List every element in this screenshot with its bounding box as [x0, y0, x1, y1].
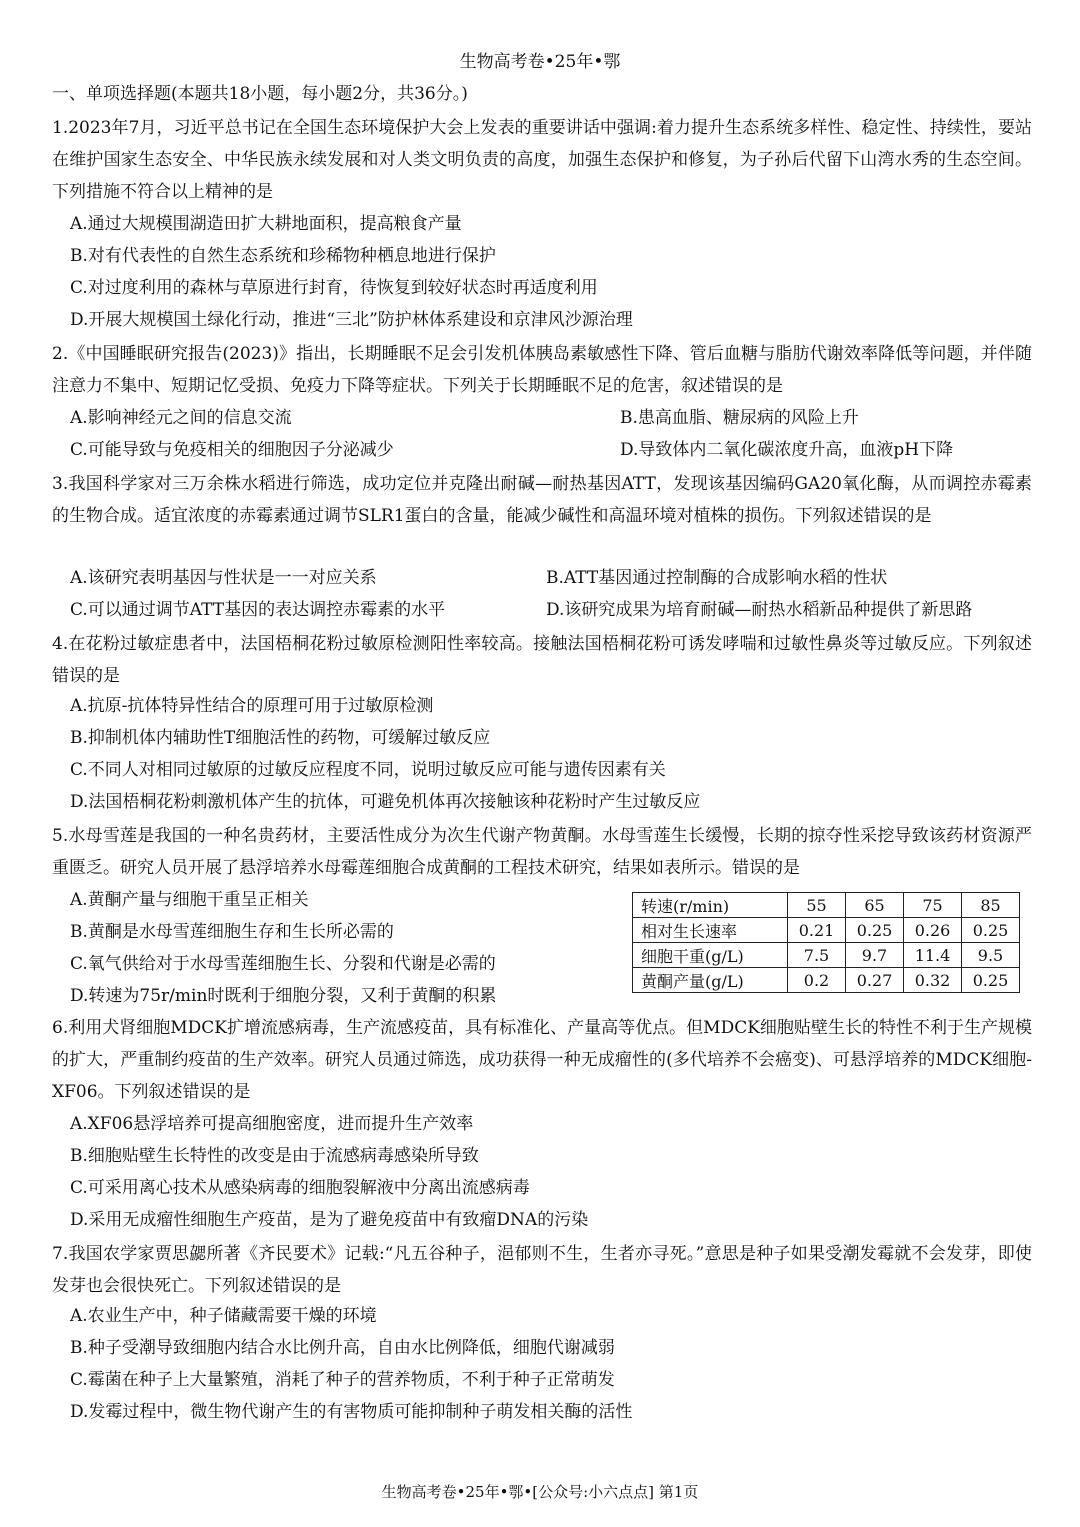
table-cell: 85 [962, 893, 1020, 918]
table-cell: 55 [788, 893, 846, 918]
question-1-option-b: B.对有代表性的自然生态系统和珍稀物种栖息地进行保护 [70, 246, 496, 266]
question-7-stem: 7.我国农学家贾思勰所著《齐民要术》记载:“凡五谷种子，浥郁则不生，生者亦寻死。”意思是种子如果受潮发霉就不会发芽，即使发芽也会很快死亡。下列叙述错误的是 [52, 1244, 1032, 1296]
table-row [633, 893, 1020, 918]
table-cell: 65 [846, 893, 904, 918]
table-cell: 0.32 [904, 968, 962, 993]
question-7-option-a: A.农业生产中，种子储藏需要干燥的环境 [70, 1306, 377, 1326]
table-cell: 0.25 [962, 918, 1020, 943]
question-6-option-b: B.细胞贴壁生长特性的改变是由于流感病毒感染所导致 [70, 1146, 479, 1166]
question-3-option-a: A.该研究表明基因与性状是一一对应关系 [70, 568, 377, 588]
question-2-option-a: A.影响神经元之间的信息交流 [70, 408, 292, 428]
question-1-option-c: C.对过度利用的森林与草原进行封育，待恢复到较好状态时再适度利用 [70, 278, 598, 298]
question-7-option-c: C.霉菌在种子上大量繁殖，消耗了种子的营养物质，不利于种子正常萌发 [70, 1370, 615, 1390]
question-2-option-d: D.导致体内二氧化碳浓度升高，血液pH下降 [620, 440, 954, 460]
table-cell: 0.2 [788, 968, 846, 993]
table-cell: 11.4 [904, 943, 962, 968]
question-2-option-c: C.可能导致与免疫相关的细胞因子分泌减少 [70, 440, 394, 460]
section-heading: 一、单项选择题(本题共18小题，每小题2分，共36分。) [52, 84, 468, 104]
table-row [633, 968, 1020, 993]
table-row-label: 转速(r/min) [633, 893, 788, 918]
table-cell: 0.25 [962, 968, 1020, 993]
table-cell: 9.7 [846, 943, 904, 968]
question-4-stem: 4.在花粉过敏症患者中，法国梧桐花粉过敏原检测阳性率较高。接触法国梧桐花粉可诱发哮喘和过敏性鼻炎等过敏反应。下列叙述错误的是 [52, 634, 1032, 686]
question-1-option-a: A.通过大规模围湖造田扩大耕地面积，提高粮食产量 [70, 214, 462, 234]
question-6-option-a: A.XF06悬浮培养可提高细胞密度，进而提升生产效率 [70, 1114, 474, 1134]
table-row [633, 918, 1020, 943]
question-2-option-b: B.患高血脂、糖尿病的风险上升 [620, 408, 859, 428]
question-1-stem: 1.2023年7月，习近平总书记在全国生态环境保护大会上发表的重要讲话中强调:着力提升生态系统多样性、稳定性、持续性，要站在维护国家生态安全、中华民族永续发展和对人类文明负责的高度，加强生态保护和修复，为子孙后代留下山湾水秀的生态空间。下列措施不符合以上精神的是 [52, 118, 1032, 202]
question-6-option-c: C.可采用离心技术从感染病毒的细胞裂解液中分离出流感病毒 [70, 1178, 530, 1198]
question-5-option-a: A.黄酮产量与细胞干重呈正相关 [70, 890, 309, 910]
question-3-stem: 3.我国科学家对三万余株水稻进行筛选，成功定位并克隆出耐碱—耐热基因ATT，发现该基因编码GA20氧化酶，从而调控赤霉素的生物合成。适宜浓度的赤霉素通过调节SLR1蛋白的含量，能减少碱性和高温环境对植株的损伤。下列叙述错误的是 [52, 474, 1032, 526]
question-5-option-c: C.氧气供给对于水母雪莲细胞生长、分裂和代谢是必需的 [70, 954, 496, 974]
table-row-label: 黄酮产量(g/L) [633, 968, 788, 993]
question-4-option-c: C.不同人对相同过敏原的过敏反应程度不同，说明过敏反应可能与遗传因素有关 [70, 760, 666, 780]
question-7-option-d: D.发霉过程中，微生物代谢产生的有害物质可能抑制种子萌发相关酶的活性 [70, 1402, 633, 1422]
question-4-option-a: A.抗原-抗体特异性结合的原理可用于过敏原检测 [70, 696, 434, 716]
table-cell: 9.5 [962, 943, 1020, 968]
question-6-stem: 6.利用犬肾细胞MDCK扩增流感病毒，生产流感疫苗，具有标准化、产量高等优点。但MDCK细胞贴壁生长的特性不利于生产规模的扩大，严重制约疫苗的生产效率。研究人员通过筛选，成功获得一种无成瘤性的(多代培养不会癌变)、可悬浮培养的MDCK细胞-XF06。下列叙述错误的是 [52, 1018, 1032, 1102]
question-7-option-b: B.种子受潮导致细胞内结合水比例升高，自由水比例降低，细胞代谢减弱 [70, 1338, 615, 1358]
question-3-option-c: C.可以通过调节ATT基因的表达调控赤霉素的水平 [70, 600, 446, 620]
question-4-option-d: D.法国梧桐花粉刺激机体产生的抗体，可避免机体再次接触该种花粉时产生过敏反应 [70, 792, 701, 812]
question-3-option-b: B.ATT基因通过控制酶的合成影响水稻的性状 [546, 568, 888, 588]
question-5-option-b: B.黄酮是水母雪莲细胞生存和生长所必需的 [70, 922, 394, 942]
question-3-option-d: D.该研究成果为培育耐碱—耐热水稻新品种提供了新思路 [546, 600, 973, 620]
table-cell: 0.25 [846, 918, 904, 943]
table-cell: 75 [904, 893, 962, 918]
question-4-option-b: B.抑制机体内辅助性T细胞活性的药物，可缓解过敏反应 [70, 728, 491, 748]
table-row [633, 943, 1020, 968]
table-cell: 0.21 [788, 918, 846, 943]
question-2-stem: 2.《中国睡眠研究报告(2023)》指出，长期睡眠不足会引发机体胰岛素敏感性下降、管后血糖与脂肪代谢效率降低等问题，并伴随注意力不集中、短期记忆受损、免疫力下降等症状。下列关于长期睡眠不足的危害，叙述错误的是 [52, 344, 1032, 396]
table-cell: 0.26 [904, 918, 962, 943]
question-1-option-d: D.开展大规模国土绿化行动，推进“三北”防护林体系建设和京津风沙源治理 [70, 310, 633, 330]
table-cell: 7.5 [788, 943, 846, 968]
table-row-label: 相对生长速率 [633, 918, 788, 943]
question-5-stem: 5.水母雪莲是我国的一种名贵药材，主要活性成分为次生代谢产物黄酮。水母雪莲生长缓慢，长期的掠夺性采挖导致该药材资源严重匮乏。研究人员开展了悬浮培养水母霉莲细胞合成黄酮的工程技术研究，结果如表所示。错误的是 [52, 826, 1032, 878]
question-5-option-d: D.转速为75r/min时既利于细胞分裂，又利于黄酮的积累 [70, 986, 497, 1006]
page-footer: 生物高考卷•25年•鄂•[公众号:小六点点] 第1页 [381, 1483, 699, 1501]
question-5-data-table [632, 892, 1020, 993]
table-row-label: 细胞干重(g/L) [633, 943, 788, 968]
table-cell: 0.27 [846, 968, 904, 993]
page-title: 生物高考卷•25年•鄂 [459, 52, 621, 72]
question-6-option-d: D.采用无成瘤性细胞生产疫苗，是为了避免疫苗中有致瘤DNA的污染 [70, 1210, 589, 1230]
